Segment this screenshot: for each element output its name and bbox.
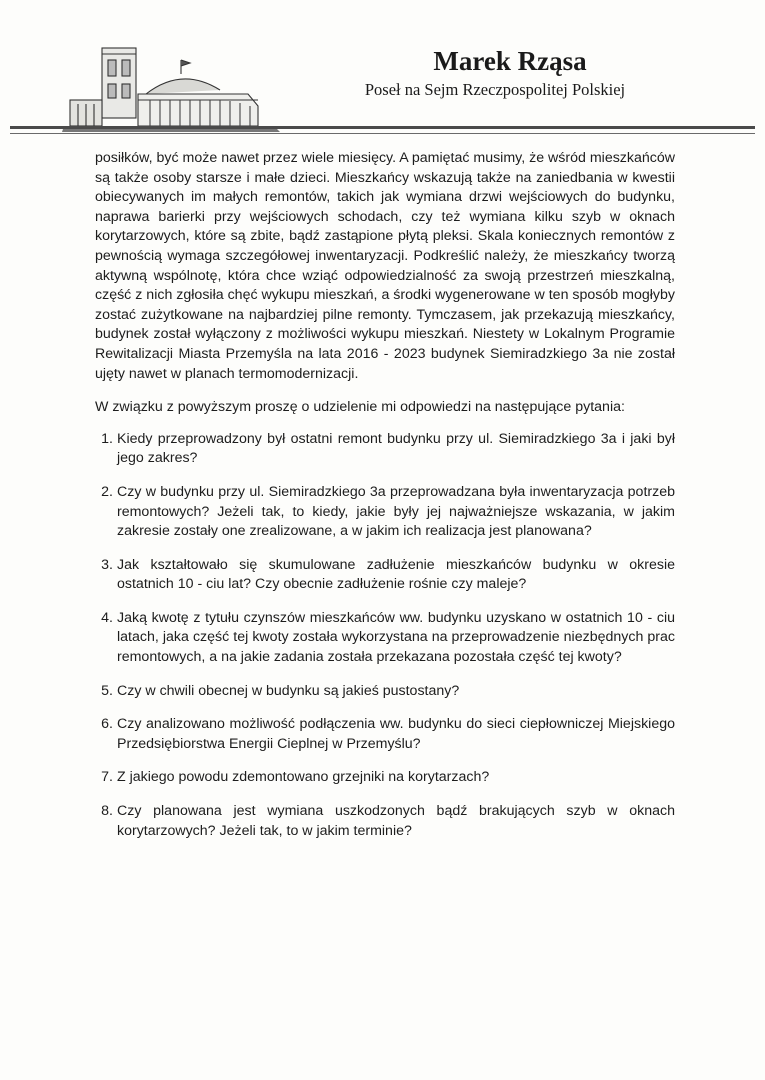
question-text: Kiedy przeprowadzony był ostatni remont budynku przy ul. Siemiradzkiego 3a i jaki był jego zakres? — [117, 430, 675, 467]
question-text: Jak kształtowało się skumulowane zadłużenie mieszkańców budynku w okresie ostatnich 10 - ciu lat? Czy obecnie zadłużenie rośnie czy maleje? — [117, 556, 675, 593]
question-text: Czy w budynku przy ul. Siemiradzkiego 3a przeprowadzana była inwentaryzacja potrzeb remontowych? Jeżeli tak, to kiedy, jakie były jej najważniejsze wskazania, w jakim zakresie zostały one zrealizowane, a w jakim ich realizacja jest planowana? — [117, 483, 675, 540]
question-number: 4. — [101, 609, 113, 626]
question-text: Z jakiego powodu zdemontowano grzejniki na korytarzach? — [117, 769, 490, 786]
question-number: 7. — [101, 769, 113, 786]
header-name: Marek Rząsa — [433, 46, 587, 76]
list-item — [95, 483, 675, 542]
header-rule-thin — [10, 133, 755, 134]
list-item — [95, 430, 675, 469]
list-item — [95, 609, 675, 668]
question-text: Czy planowana jest wymiana uszkodzonych bądź brakujących szyb w oknach korytarzowych? Jeżeli tak, to w jakim terminie? — [117, 803, 675, 839]
list-item — [95, 682, 675, 702]
header-rule-thick — [10, 126, 755, 129]
list-item — [95, 802, 675, 841]
questions-list — [95, 430, 675, 842]
list-item — [95, 715, 675, 754]
header-title: Poseł na Sejm Rzeczpospolitej Polskiej — [364, 80, 626, 99]
question-number: 1. — [101, 430, 113, 447]
question-number: 5. — [101, 682, 113, 699]
document-body — [95, 149, 675, 855]
question-number: 6. — [101, 716, 113, 733]
list-item — [95, 556, 675, 595]
sejm-building-icon — [62, 40, 282, 134]
question-text: Jaką kwotę z tytułu czynszów mieszkańców ww. budynku uzyskano w ostatnich 10 - ciu latach, jaka część tej kwoty została wykorzystana na przeprowadzenie niezbędnych prac remontowych, a na jakie zadania została przekazana pozostała część tej kwoty? — [117, 609, 675, 666]
question-number: 3. — [101, 556, 113, 573]
body-paragraph: posiłków, być może nawet przez wiele miesięcy. A pamiętać musimy, że wśród mieszkańców są także osoby starsze i małe dzieci. Mieszkańcy wskazują także na zaniedbania w kwestii obiecywanych im małych remontów, takich jak wymiana drzwi wejściowych do budynku, naprawa barierki przy wejściowych schodach, czy też wymiana kilku szyb w oknach korytarzowych, które są zbite, bądź zastąpione płytą pleksi. Skala koniecznych remontów z pewnością wymaga szczegółowej inwentaryzacji. Podkreślić należy, że mieszkańcy tworzą aktywną wspólnotę, która chce wziąć odpowiedzialność za swoją przestrzeń mieszkalną, część z nich zgłosiła chęć wykupu mieszkań, a środki wygenerowane w ten sposób mogłyby zostać zużytkowane na najbardziej pilne remonty. Tymczasem, jak przekazują mieszkańcy, budynek został wyłączony z możliwości wykupu mieszkań. Niestety w Lokalnym Programie Rewitalizacji Miasta Przemyśla na lata 2016 - 2023 budynek Siemiradzkiego 3a nie został ujęty nawet w planach termomodernizacji. — [95, 150, 675, 382]
questions-intro: W związku z powyższym proszę o udzielenie mi odpowiedzi na następujące pytania: — [95, 399, 625, 416]
list-item — [95, 768, 675, 788]
question-number: 8. — [101, 803, 113, 820]
question-number: 2. — [101, 483, 113, 500]
question-text: Czy analizowano możliwość podłączenia ww. budynku do sieci ciepłowniczej Miejskiego Przedsiębiorstwa Energii Cieplnej w Przemyślu? — [117, 716, 675, 752]
question-text: Czy w chwili obecnej w budynku są jakieś pustostany? — [117, 682, 460, 699]
